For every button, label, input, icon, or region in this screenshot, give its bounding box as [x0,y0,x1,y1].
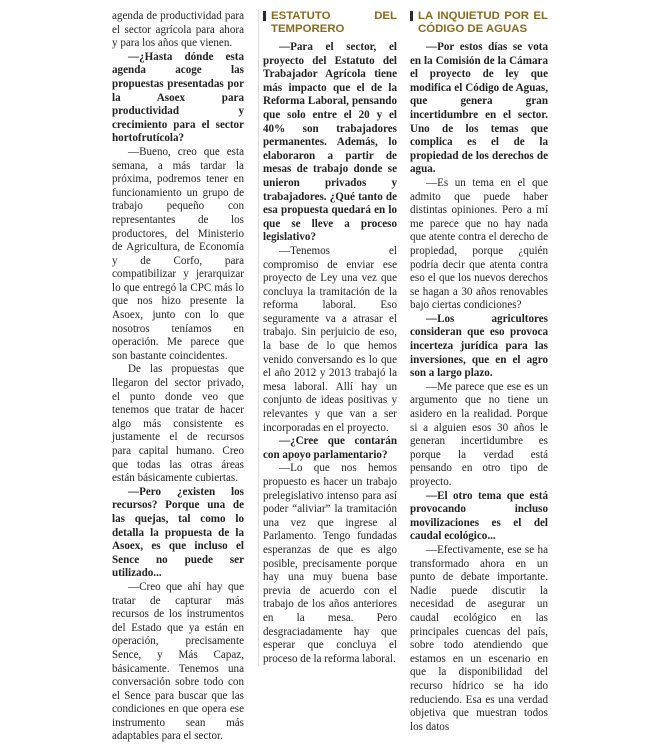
question-paragraph: —Los agricultores consideran que eso provoca incerteza jurídica para las inversiones, que en el agro son a largo plazo. [410,312,548,380]
paragraph: De las propuestas que llegaron del sector privado, el punto donde veo que tenemos que tratar de hacer algo más consistente es justamente el de recursos para capital humano. Creo que todas las otras áreas están básicamente cubiertas. [112,363,244,485]
paragraph: —Lo que nos hemos propuesto es hacer un trabajo prelegislativo intenso para así poder “aliviar” la tramitación una vez que ingrese al Parlamento. Tengo fundadas esperanzas de que es algo posible, precisamente porque hay una muy buena base previa de acuerdo con el trabajo de los años anteriores en la mesa. Pero desgraciadamente hay que esperar que concluya el proceso de la reforma laboral. [263,462,397,665]
question-paragraph: —El otro tema que está provocando incluso movilizaciones es el del caudal ecológico... [410,489,548,543]
heading-marker-icon [410,11,413,21]
question-paragraph: —Pero ¿existen los recursos? Porque una de las quejas, tal como lo detalla la propuesta de la Asoex, es que incluso el Sence no puede ser utilizado... [112,485,244,580]
paragraph: —Efectivamente, ese se ha transformado ahora en un punto de debate importante. Nadie puede discutir la necesidad de asegurar un caudal ecológico en las principales cuencas del país, sobre todo atendiendo que estamos en un escenario en que la disponibilidad del recurso hídrico se ha ido reduciendo. Esa es una verdad objetiva que muestran todos los datos [410,543,548,733]
question-paragraph: —¿Cree que contarán con apoyo parlamentario? [263,435,397,461]
section-heading-text: LA INQUIETUD POR EL CÓDIGO DE AGUAS [418,10,548,35]
heading-marker-icon [263,11,266,21]
section-heading [410,10,548,35]
section-heading-text: ESTATUTO DEL TEMPORERO [271,10,397,35]
paragraph: —Bueno, creo que esta semana, a más tardar la próxima, podremos tener en funcionamiento un grupo de trabajo pequeño con representantes de los productores, del Ministerio de Agricultura, de Economía y de Corfo, para compatibilizar y jerarquizar lo que entregó la CPC más lo que nos hizo presente la Asoex, junto con lo que nosotros teníamos en operación. Me parece que son bastante coincidentes. [112,145,244,362]
paragraph: —Creo que ahí hay que tratar de capturar más recursos de los instrumentos del Estado que ya están en operación, precisamente Sence, y Más Capaz, básicamente. Tenemos una conversación sobre todo con el Sence para buscar que las condiciones en que opera ese instrumento sean más adaptables para el sector. [112,580,244,743]
column-left [112,10,244,744]
column-right [410,10,548,734]
paragraph: —Tenemos el compromiso de enviar ese proyecto de Ley una vez que concluya la tramitación de la reforma laboral. Eso seguramente va a atrasar el trabajo. Sin perjuicio de eso, la base de lo que hemos venido conversando es lo que el año 2012 y 2013 trabajó la mesa laboral. Allí hay un conjunto de ideas positivas y relevantes y que van a ser incorporadas en el proyecto. [263,244,397,434]
paragraph: —Es un tema en el que admito que puede haber distintas opiniones. Pero a mí me parece que no hay nada que atente contra el derecho de propiedad, porque ¿quién podría decir que atenta contra eso el que los nuevos derechos se hagan a 30 años renovables bajo ciertas condiciones? [410,176,548,312]
paragraph: —Me parece que ese es un argumento que no tiene un asidero en la realidad. Porque si a alguien esos 30 años le generan incertidumbre es porque la verdad está pensando en otro tipo de proyecto. [410,380,548,488]
question-paragraph: —Por estos días se vota en la Comisión de la Cámara el proyecto de ley que modifica el Código de Aguas, que genera gran incertidumbre en el sector. Uno de los temas que complica es el de la propiedad de los derechos de agua. [410,41,548,176]
question-paragraph: —Para el sector, el proyecto del Estatuto del Trabajador Agrícola tiene más impacto que el de la Reforma Laboral, pensando que solo entre el 20 y el 40% son trabajadores permanentes. Además, lo elaboraron a partir de mesas de trabajo donde se unieron privados y trabajadores. ¿Qué tanto de esa propuesta quedará en lo que se lleve a proceso legislativo? [263,41,397,244]
question-paragraph: —¿Hasta dónde esta agenda acoge las propuestas presentadas por la Asoex para productividad y crecimiento para el sector hortofrutícola? [112,50,244,145]
column-middle [258,10,397,666]
paragraph: agenda de productividad para el sector agrícola para ahora y para los años que vienen. [112,10,244,50]
section-heading [263,10,397,35]
